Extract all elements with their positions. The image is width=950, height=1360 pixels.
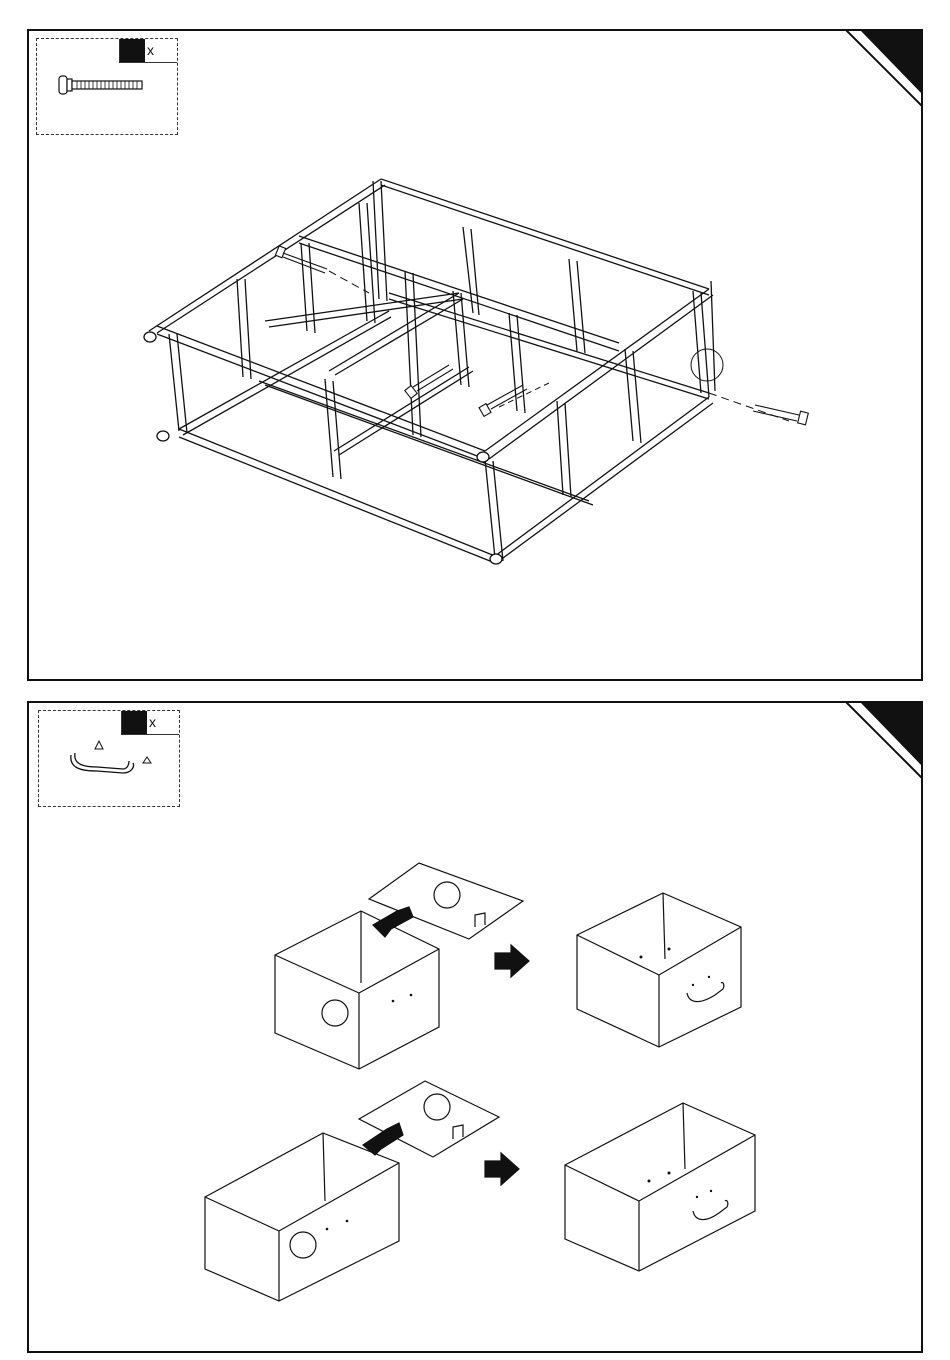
drawer-box [205,1133,399,1301]
frame-leg-back-left [373,181,387,301]
quantity-symbol: x [149,714,156,730]
frame-foot [144,332,156,342]
frame-foot [157,431,169,441]
frame-back-top-rail [381,179,709,295]
next-step-arrow [495,945,529,977]
frame-assembly-diagram [29,31,921,679]
step-panel-frame-assembly [27,29,923,681]
drawer-box-with-handle [565,1103,755,1271]
screw-right [753,405,808,425]
frame-left-top-rail [149,179,385,333]
finger-hole [322,1000,348,1026]
frame-leg-front-right [485,459,503,561]
frame-leg-front-left [169,334,187,433]
drawer-assembly-diagram [29,703,921,1351]
step-panel-drawer-handle [27,701,923,1353]
frame-right-top-rail [485,289,713,459]
drawer-box [275,911,439,1069]
next-step-arrow [485,1153,519,1185]
frame-foot [490,554,502,564]
frame-front-top-rail [157,326,485,459]
frame-foot [477,452,489,462]
screw-center [479,385,527,416]
finger-hole [290,1232,316,1258]
quantity-symbol: x [147,42,154,58]
